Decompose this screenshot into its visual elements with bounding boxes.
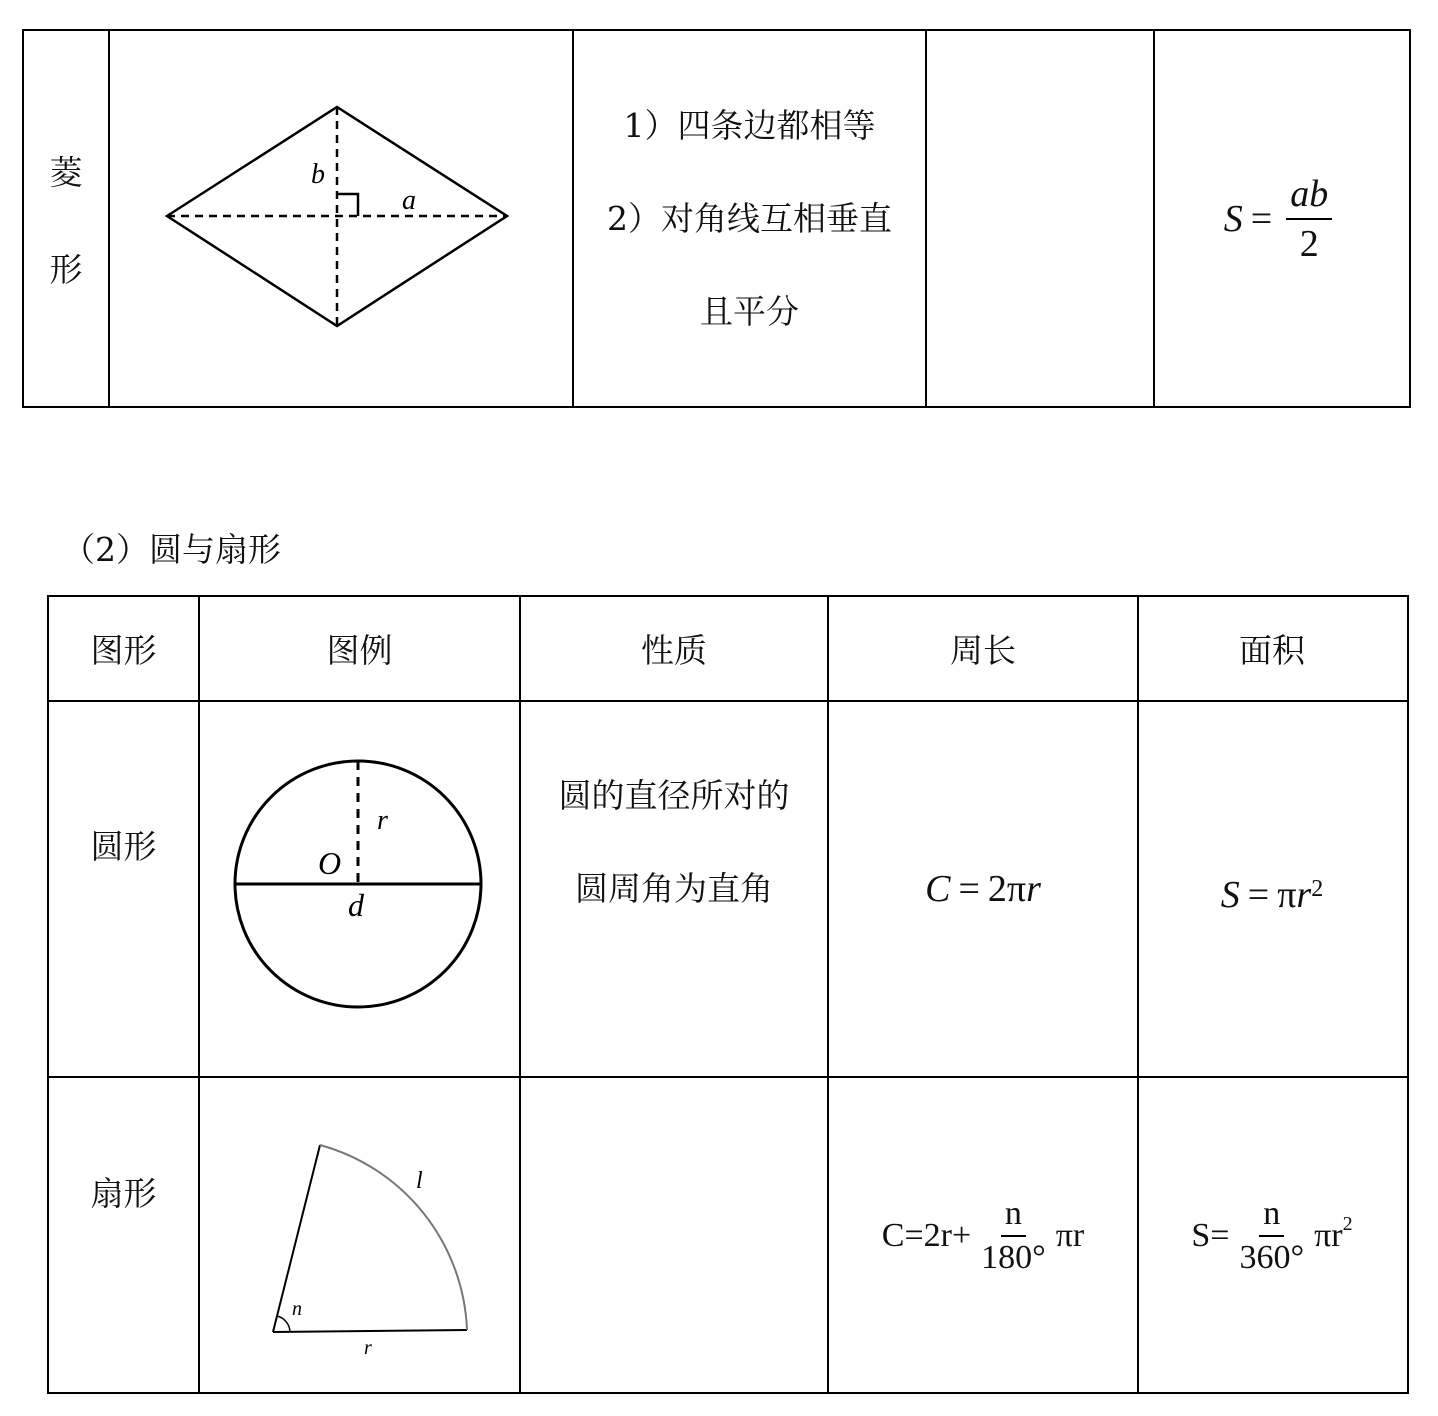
formula-suffix: πr: [1055, 1217, 1085, 1254]
rhombus-property-line: 2）对角线互相垂直: [607, 199, 892, 238]
area-symbol: S: [1220, 874, 1240, 916]
equals-sign: =: [1247, 874, 1270, 916]
header-area: 面积: [1239, 631, 1305, 670]
equals-sign: =: [958, 868, 980, 910]
area-fraction: [1239, 1195, 1304, 1277]
header-perimeter: 周长: [950, 631, 1016, 670]
rhombus-label-cell: [24, 31, 108, 406]
circle-label-O: O: [318, 845, 342, 881]
area-fraction: [1286, 172, 1332, 266]
circle-perimeter-formula: [925, 867, 1041, 911]
header-figure: 图例: [326, 631, 393, 670]
fraction-numerator: n: [1001, 1195, 1026, 1237]
circle-label: 圆形: [90, 827, 157, 866]
circle-label-d: d: [348, 887, 364, 923]
fraction-numerator: n: [1259, 1195, 1284, 1237]
formula-suffix: πr: [1314, 1217, 1343, 1254]
circle-perimeter-cell: [829, 702, 1137, 1076]
coefficient: 2π: [987, 868, 1027, 910]
fraction-denominator: 2: [1299, 222, 1319, 265]
sector-label-l: l: [416, 1168, 423, 1194]
section-title: （2）圆与扇形: [62, 530, 281, 569]
sector-label-r: r: [364, 1337, 372, 1359]
rhombus-label-char: 菱: [49, 152, 83, 192]
rhombus-property-line: 1）四条边都相等: [623, 106, 876, 145]
rhombus-area-cell: [1155, 31, 1407, 406]
rhombus-figure: [110, 31, 572, 406]
circle-property-line: 圆的直径所对的: [558, 776, 790, 815]
circle-label-r: r: [377, 805, 388, 836]
fraction-denominator: 180°: [981, 1239, 1046, 1276]
formula-prefix: C=2r+: [881, 1217, 972, 1254]
sector-area-cell: [1139, 1078, 1405, 1390]
exponent: 2: [1311, 875, 1324, 902]
sector-label-n: n: [292, 1298, 302, 1320]
header-properties: 性质: [641, 631, 707, 670]
header-shape: 图形: [90, 631, 157, 670]
fraction-numerator: ab: [1286, 172, 1332, 220]
radius-variable: r: [1296, 874, 1312, 916]
sector-label: 扇形: [90, 1173, 157, 1213]
sector-area-formula: [1191, 1195, 1352, 1277]
circle-figure: [200, 702, 519, 1076]
rhombus-properties-cell: [574, 31, 925, 406]
radius-variable: r: [1026, 868, 1041, 910]
rhombus-label-b: b: [311, 159, 325, 190]
perimeter-symbol: C: [925, 868, 951, 910]
sector-figure: [200, 1078, 519, 1390]
circle-property-line: 圆周角为直角: [575, 869, 773, 908]
rhombus-property-line: 且平分: [700, 292, 799, 331]
rhombus-label-a: a: [402, 185, 416, 216]
area-symbol: S: [1223, 197, 1243, 240]
arc-fraction: [981, 1195, 1046, 1277]
circle-properties-cell: [521, 702, 827, 982]
exponent: 2: [1342, 1212, 1353, 1235]
circle-area-cell: [1139, 702, 1405, 1088]
rhombus-label-char: 形: [49, 249, 83, 289]
rhombus-area-formula: [1224, 172, 1338, 266]
sector-properties-cell: [521, 1078, 827, 1390]
circle-area-formula: [1221, 873, 1323, 917]
rhombus-perimeter-cell: [927, 31, 1153, 406]
pi-symbol: π: [1277, 874, 1297, 916]
equals-sign: =: [1250, 197, 1273, 240]
sector-perimeter-cell: [829, 1078, 1137, 1390]
fraction-denominator: 360°: [1239, 1239, 1305, 1276]
formula-prefix: S=: [1191, 1217, 1230, 1254]
sector-perimeter-formula: [882, 1195, 1084, 1277]
